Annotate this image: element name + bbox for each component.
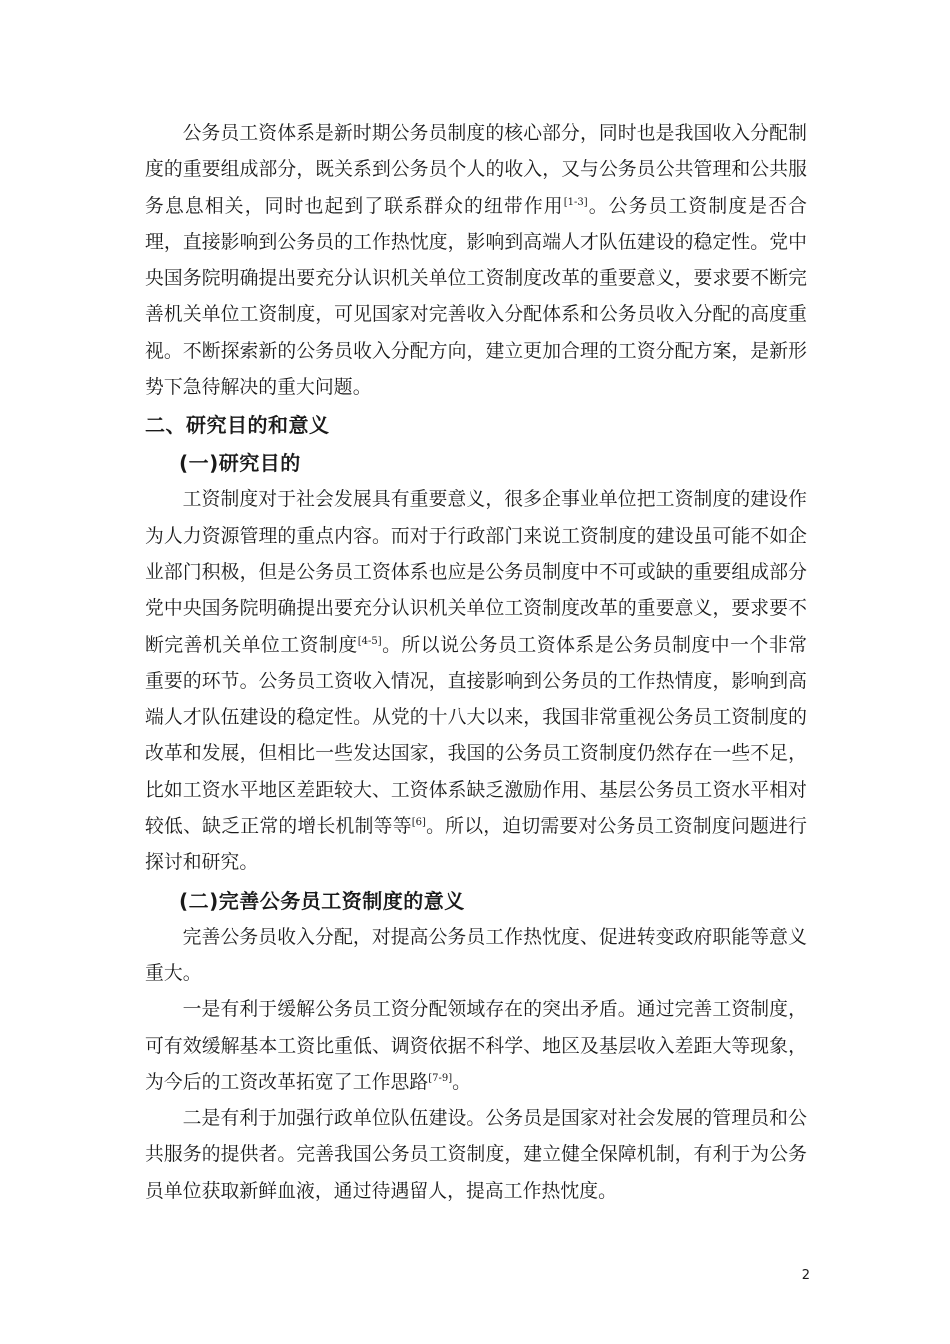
citation-ref: [4-5] xyxy=(357,635,382,647)
paragraph-point-one xyxy=(145,992,807,1101)
paragraph-text: 。所以说公务员工资体系是公务员制度中一个非常重要的环节。公务员工资收入情况，直接影响到公务员的工作热情度，影响到高端人才队伍建设的稳定性。从党的十八大以来，我国非常重视公务员工资制度的改革和发展，但相比一些发达国家，我国的公务员工资制度仍然存在一些不足，比如工资水平地区差距较大、工资体系缺乏激励作用、基层公务员工资水平相对较低、缺乏正常的增长机制等等 xyxy=(145,634,807,838)
document-body xyxy=(145,116,807,1210)
paragraph-text: 一是有利于缓解公务员工资分配领域存在的突出矛盾。通过完善工资制度，可有效缓解基本工资比重低、调资依据不科学、地区及基层收入差距大等现象，为今后的工资改革拓宽了工作思路 xyxy=(145,999,807,1093)
paragraph-text: 工资制度对于社会发展具有重要意义，很多企事业单位把工资制度的建设作为人力资源管理的重点内容。而对于行政部门来说工资制度的建设虽可能不如企业部门积极，但是公务员工资体系也应是公务员制度中不可或缺的重要组成部分党中央国务院明确提出要充分认识机关单位工资制度改革的重要意义，要求要不断完善机关单位工资制度 xyxy=(145,489,807,656)
paragraph-research-purpose xyxy=(145,482,807,881)
paragraph-text: 。公务员工资制度是否合理，直接影响到公务员的工作热忱度，影响到高端人才队伍建设的稳定性。党中央国务院明确提出要充分认识机关单位工资制度改革的重要意义，要求要不断完善机关单位工资制度，可见国家对完善收入分配体系和公务员收入分配的高度重视。不断探索新的公务员收入分配方向，建立更加合理的工资分配方案，是新形势下急待解决的重大问题。 xyxy=(145,195,807,399)
paragraph-text: 完善公务员收入分配，对提高公务员工作热忱度、促进转变政府职能等意义重大。 xyxy=(145,926,807,984)
paragraph-text: 。 xyxy=(452,1071,472,1093)
paragraph-significance-summary xyxy=(145,920,807,993)
page-number: 2 xyxy=(801,1268,810,1283)
citation-ref: [1-3] xyxy=(563,196,588,208)
paragraph-point-two xyxy=(145,1101,807,1210)
citation-ref: [7-9] xyxy=(428,1072,453,1084)
subsection-heading-significance: (二)完善公务员工资制度的意义 xyxy=(179,888,465,913)
section-heading-research-purpose-significance: 二、研究目的和意义 xyxy=(145,413,330,438)
subsection-heading-research-purpose: (一)研究目的 xyxy=(179,451,301,476)
citation-ref: [6] xyxy=(411,817,426,829)
paragraph-text: 公务员工资体系是新时期公务员制度的核心部分，同时也是我国收入分配制度的重要组成部分，既关系到公务员个人的收入，又与公务员公共管理和公共服务息息相关，同时也起到了联系群众的纽带作用 xyxy=(145,123,807,217)
paragraph-wage-system-intro xyxy=(145,116,807,406)
paragraph-text: 二是有利于加强行政单位队伍建设。公务员是国家对社会发展的管理员和公共服务的提供者。完善我国公务员工资制度，建立健全保障机制，有利于为公务员单位获取新鲜血液，通过待遇留人，提高工作热忱度。 xyxy=(145,1108,807,1202)
paragraph-text: 。所以，迫切需要对公务员工资制度问题进行探讨和研究。 xyxy=(145,816,807,874)
